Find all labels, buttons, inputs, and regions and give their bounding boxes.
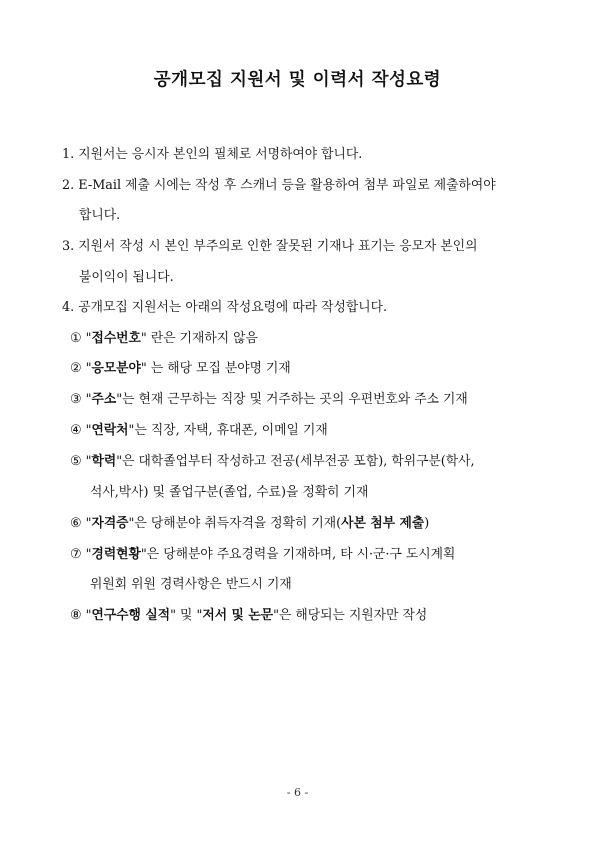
quote: " [140,547,147,562]
document-title: 공개모집 지원서 및 이력서 작성요령 [153,70,442,90]
item-number: 3. [62,239,75,254]
subitem-text: 는 현재 근무하는 직장 및 거주하는 곳의 우편번호와 주소 기재 [122,392,468,407]
item-1 [62,146,362,164]
item-text: 지원서 작성 시 본인 부주의로 인한 잘못된 기재나 표기는 응모자 본인의 [78,239,478,254]
subitem-mark: ⑦ [70,547,82,562]
subitem-1 [70,330,258,348]
item-2-continued: 합니다. [79,208,121,223]
quote: " [116,392,123,407]
subitem-5 [70,453,475,471]
subitem-text: 은 당해분야 주요경력을 기재하며, 타 시·군·구 도시계획 [146,547,456,562]
subitem-4 [70,422,328,440]
quote: " [85,454,92,469]
subitem-text: 은 대학졸업부터 작성하고 전공(세부전공 포함), 학위구분(학사, [122,454,475,469]
subitem-keyword-2: 저서 및 논문 [202,608,274,623]
subitem-keyword: 연락처 [91,423,129,438]
quote: " [128,423,135,438]
item-text: 공개모집 지원서는 아래의 작성요령에 따라 작성합니다. [78,300,388,315]
quote: " [85,331,92,346]
subitem-7 [70,546,455,564]
quote: " [116,454,123,469]
subitem-text: 는 해당 모집 분야명 기재 [146,361,291,376]
subitem-text-end: ) [424,516,430,531]
subitem-mark: ⑥ [70,516,82,531]
item-number: 1. [62,147,75,162]
subitem-8 [70,607,427,625]
quote: " [170,608,176,623]
subitem-keyword: 연구수행 실적 [91,608,171,623]
subitem-5-continued: 석사,박사) 및 졸업구분(졸업, 수료)을 정확히 기재 [90,485,369,500]
quote: " [128,516,135,531]
subitem-emphasis: 사본 첨부 제출 [341,516,425,531]
subitem-text-end: "은 해당되는 지원자만 작성 [273,608,428,623]
subitem-keyword: 학력 [91,454,117,469]
quote: " [85,361,92,376]
item-3 [62,238,477,256]
quote: " [140,331,147,346]
subitem-text: 은 당해분야 취득자격을 정확히 기재( [134,516,342,531]
subitem-text: 란은 기재하지 않음 [146,331,258,346]
quote: " [85,547,92,562]
item-number: 4. [62,300,75,315]
subitem-keyword: 경력현황 [91,547,141,562]
quote: " [85,608,92,623]
subitem-3 [70,391,468,409]
subitem-mark: ② [70,361,82,376]
subitem-mark: ⑤ [70,454,82,469]
item-2 [62,177,496,195]
subitem-6 [70,515,429,533]
quote: " [85,423,92,438]
subitem-mark: ⑧ [70,608,82,623]
item-4 [62,299,387,317]
subitem-text: 및 " [175,608,203,623]
item-text: E-Mail 제출 시에는 작성 후 스캐너 등을 활용하여 첨부 파일로 제출하여야 [78,178,496,193]
item-number: 2. [62,178,75,193]
subitem-text: 는 직장, 자택, 휴대폰, 이메일 기재 [134,423,328,438]
subitem-7-continued: 위원회 위원 경력사항은 반드시 기재 [90,577,292,592]
subitem-2 [70,360,291,378]
quote: " [85,516,92,531]
page-number: - 6 - [286,786,309,799]
item-text: 지원서는 응시자 본인의 필체로 서명하여야 합니다. [78,147,363,162]
subitem-keyword: 응모분야 [91,361,141,376]
subitem-mark: ③ [70,392,82,407]
subitem-keyword: 접수번호 [91,331,141,346]
quote: " [85,392,92,407]
subitem-mark: ① [70,331,82,346]
subitem-mark: ④ [70,423,82,438]
subitem-keyword: 자격증 [91,516,129,531]
item-3-continued: 불이익이 됩니다. [79,270,174,285]
subitem-keyword: 주소 [91,392,117,407]
quote: " [140,361,147,376]
